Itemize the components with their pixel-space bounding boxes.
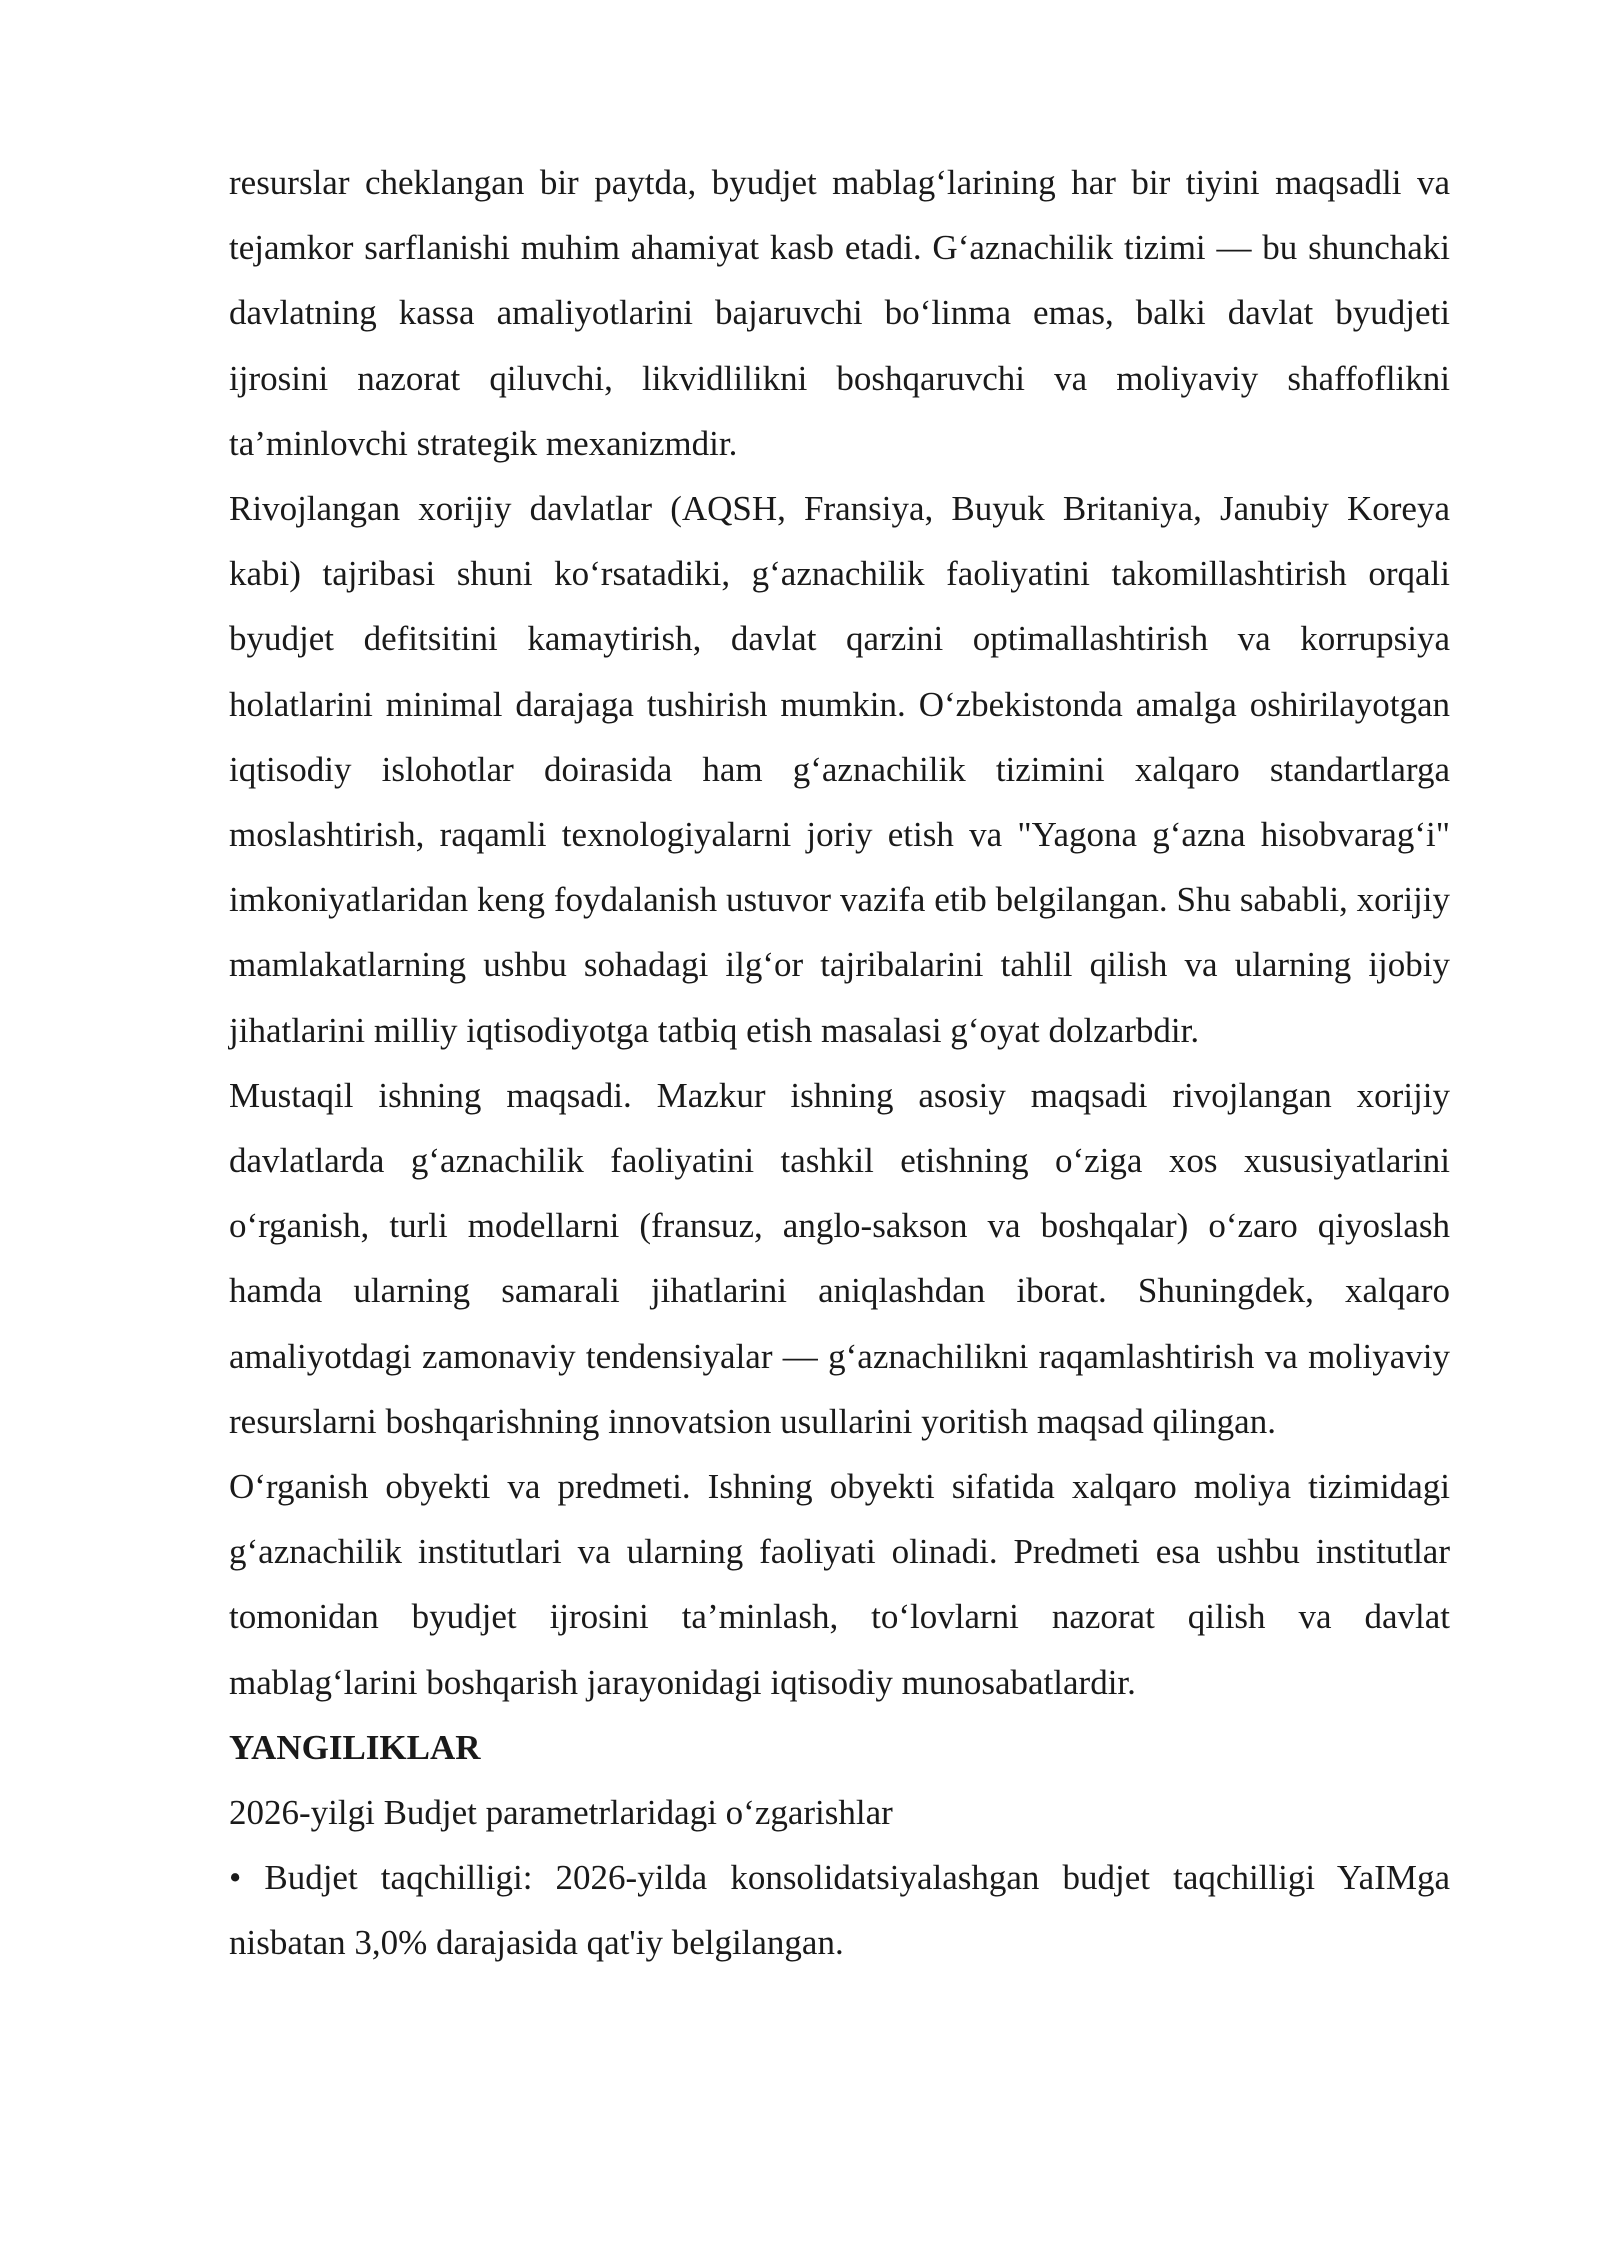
news-heading: YANGILIKLAR: [229, 1727, 481, 1767]
body-paragraph-2: Rivojlangan xorijiy davlatlar (AQSH, Fransiya, Buyuk Britaniya, Janubiy Koreya kabi) tajribasi shuni ko‘rsatadiki, g‘aznachilik faoliyatini takomillashtirish orqali byudjet defitsitini kamaytirish, davlat qarzini optimallashtirish va korrupsiya holatlarini minimal darajaga tushirish mumkin. O‘zbekistonda amalga oshirilayotgan iqtisodiy islohotlar doirasida ham g‘aznachilik tizimini xalqaro standartlarga moslashtirish, raqamli texnologiyalarni joriy etish va "Yagona g‘azna hisobvarag‘i" imkoniyatlaridan keng foydalanish ustuvor vazifa etib belgilangan. Shu sababli, xorijiy mamlakatlarning ushbu sohadagi ilg‘or tajribalarini tahlil qilish va ularning ijobiy jihatlarini milliy iqtisodiyotga tatbiq etish masalasi g‘oyat dolzarbdir.: [229, 489, 1450, 1050]
document-page: [229, 150, 1450, 1976]
news-subheading: 2026-yilgi Budjet parametrlaridagi o‘zgarishlar: [229, 1793, 893, 1833]
body-paragraph-3: Mustaqil ishning maqsadi. Mazkur ishning asosiy maqsadi rivojlangan xorijiy davlatlarda g‘aznachilik faoliyatini tashkil etishning o‘ziga xos xususiyatlarini o‘rganish, turli modellarni (fransuz, anglo-sakson va boshqalar) o‘zaro qiyoslash hamda ularning samarali jihatlarini aniqlashdan iborat. Shuningdek, xalqaro amaliyotdagi zamonaviy tendensiyalar — g‘aznachilikni raqamlashtirish va moliyaviy resurslarni boshqarishning innovatsion usullarini yoritish maqsad qilingan.: [229, 1075, 1450, 1441]
news-bullet-item: • Budjet taqchilligi: 2026-yilda konsolidatsiyalashgan budjet taqchilligi YaIMga nisbatan 3,0% darajasida qat'iy belgilangan.: [229, 1858, 1450, 1963]
body-paragraph-1: resurslar cheklangan bir paytda, byudjet mablag‘larining har bir tiyini maqsadli va tejamkor sarflanishi muhim ahamiyat kasb etadi. G‘aznachilik tizimi — bu shunchaki davlatning kassa amaliyotlarini bajaruvchi bo‘linma emas, balki davlat byudjeti ijrosini nazorat qiluvchi, likvidlilikni boshqaruvchi va moliyaviy shaffoflikni ta’minlovchi strategik mexanizmdir.: [229, 163, 1450, 463]
body-paragraph-4: O‘rganish obyekti va predmeti. Ishning obyekti sifatida xalqaro moliya tizimidagi g‘aznachilik institutlari va ularning faoliyati olinadi. Predmeti esa ushbu institutlar tomonidan byudjet ijrosini ta’minlash, to‘lovlarni nazorat qilish va davlat mablag‘larini boshqarish jarayonidagi iqtisodiy munosabatlardir.: [229, 1467, 1450, 1702]
